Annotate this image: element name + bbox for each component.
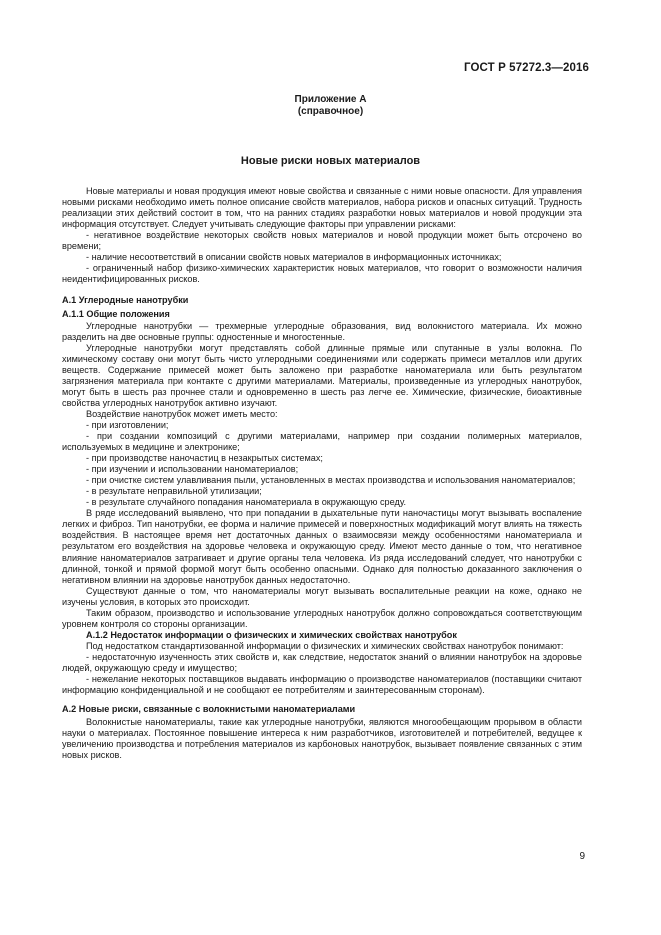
intro-list-item: - ограниченный набор физико-химических характеристик новых материалов, что говорит о возможности наличия неидентифицированных рисков.	[62, 263, 582, 285]
paragraph: Под недостатком стандартизованной информации о физических и химических свойствах нанотрубок понимают:	[86, 640, 564, 651]
intro-list-item: - наличие несоответствий в описании свойств новых материалов в информационных источниках;	[86, 252, 502, 263]
paragraph: Существуют данные о том, что наноматериалы могут вызывать воспалительные реакции на коже, однако не изучены условия, в которых это происходит.	[62, 585, 582, 607]
section-heading-a11: А.1.1 Общие положения	[62, 309, 170, 320]
section-heading-a2: А.2 Новые риски, связанные с волокнистыми наноматериалами	[62, 704, 356, 715]
list-item: - при очистке систем улавливания пыли, установленных в местах производства и использования наноматериалов;	[86, 475, 576, 486]
list-item: - недостаточную изученность этих свойств и, как следствие, недостаток знаний о влиянии нанотрубок на здоровье людей, окружающую среду и имущество;	[62, 651, 582, 673]
paragraph: В ряде исследований выявлено, что при попадании в дыхательные пути наночастицы могут вызывать воспаление легких и фиброз. Тип нанотрубки, ее форма и наличие примесей и поверхностных модификаций могут влиять на тяжесть воздействия. В настоящее время нет достаточных данных о взаимосвязи между особенностями наноматериала и результатом его воздействия на здоровье человека и окружающую среду. Имеют место данные о том, что негативное влияние наноматериалов затрагивает и другие органы тела человека. Из ряда исследований следует, что нанотрубки с длинной, тонкой и прямой формой могут быть особенно опасными. Однако для полностью доказанного заключения о негативном влиянии на здоровье нанотрубок данных недостаточно.	[62, 508, 582, 585]
paragraph: Волокнистые наноматериалы, такие как углеродные нанотрубки, являются многообещающим прорывом в области науки о материалах. Постоянное повышение интереса к ним разработчиков, изготовителей и потребителей, ведущее к увеличению производства и потребления материалов из карбоновых нанотрубок, вызывает появление связанных с этим новых рисков.	[62, 717, 582, 761]
section-heading-a12: А.1.2 Недостаток информации о физических и химических свойствах нанотрубок	[86, 629, 457, 640]
list-item: - при производстве наночастиц в незакрытых системах;	[86, 453, 323, 464]
paragraph: Углеродные нанотрубки — трехмерные углеродные образования, вид волокнистого материала. Их можно разделить на две основные группы: одностенные и многостенные.	[62, 320, 582, 342]
paragraph: Воздействие нанотрубок может иметь место:	[86, 408, 278, 419]
list-item: - нежелание некоторых поставщиков выдавать информацию о производстве наноматериалов (поставщики считают информацию конфиденциальной и не сообщают ее потребителям и заинтересованным сторонам).	[62, 674, 582, 696]
list-item: - в результате неправильной утилизации;	[86, 486, 262, 497]
annex-title: Приложение А	[294, 94, 367, 105]
section-heading-a1: А.1 Углеродные нанотрубки	[62, 295, 189, 306]
document-body	[62, 186, 582, 761]
main-title: Новые риски новых материалов	[240, 155, 421, 167]
list-item: - при создании композиций с другими материалами, например при создании полимерных материалов, используемых в медицине и электронике;	[62, 430, 582, 453]
paragraph: Углеродные нанотрубки могут представлять собой длинные прямые или спутанные в узлы волокна. По химическому составу они могут быть чисто углеродными соединениями или содержать примеси металлов или других веществ. Содержание примесей может быть заложено при разработке наноматериала или быть результатом загрязнения материала при контакте с другими материалами. Материалы, произведенные из углеродных нанотрубок, могут быть в шесть раз прочнее стали и одновременно в шесть раз легче ее. Химические, физические, биоактивные свойства углеродных нанотрубок активно изучают.	[62, 342, 582, 408]
paragraph: Таким образом, производство и использование углеродных нанотрубок должно сопровождаться соответствующим уровнем контроля со стороны организации.	[62, 607, 582, 629]
intro-paragraph: Новые материалы и новая продукция имеют новые свойства и связанные с ними новые опасности. Для управления новыми рисками необходимо иметь полное описание свойств материалов, набора рисков и опасных ситуаций. Трудность реализации этих действий состоит в том, что на ранних стадиях разработки новых материалов и новой продукции эта информация отсутствует. Следует учитывать следующие факторы при управлении рисками:	[62, 186, 582, 230]
standard-designation: ГОСТ Р 57272.3—2016	[464, 62, 589, 74]
annex-note: (справочное)	[297, 106, 364, 117]
intro-list-item: - негативное воздействие некоторых свойств новых материалов и новой продукции может быть отсрочено во времени;	[62, 230, 582, 252]
page-number: 9	[579, 851, 585, 862]
list-item: - в результате случайного попадания наноматериала в окружающую среду.	[86, 497, 407, 508]
list-item: - при изготовлении;	[86, 419, 169, 430]
list-item: - при изучении и использовании наноматериалов;	[86, 464, 299, 475]
